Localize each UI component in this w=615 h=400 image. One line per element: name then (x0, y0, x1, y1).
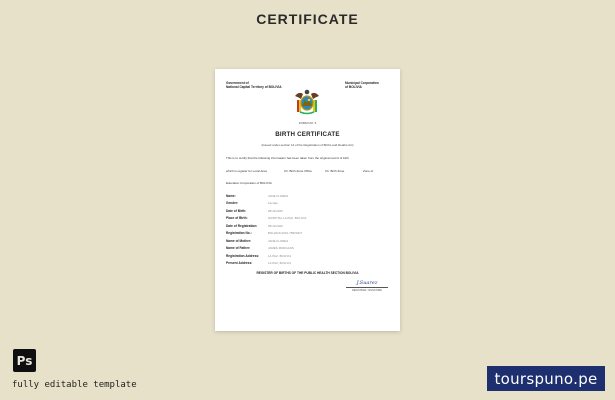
field-value: 05/11/2020 (268, 223, 283, 228)
field-row (226, 207, 391, 215)
field-value: JAMES MORGANS (268, 246, 294, 251)
form-number: FORM NO. 5 (298, 121, 317, 125)
field-value: JANE FLORES (268, 193, 289, 198)
register-option: Ch. Birth Zone (325, 169, 345, 173)
field-label: Registration No.: (226, 231, 252, 236)
header-left: Government of National Capital Territory of BOLIVIA (226, 81, 282, 89)
field-label: Name of Mother: (226, 238, 252, 243)
field-row (226, 215, 391, 223)
page-heading: CERTIFICATE (256, 11, 359, 27)
field-row (226, 245, 391, 253)
field-row (226, 222, 391, 230)
signature-caption: REGISTRAR / SIGNATURE (352, 288, 382, 292)
field-value: HOSPITAL LA PAZ, BOLIVIA (268, 216, 307, 221)
field-label: Date of Birth: (226, 208, 247, 213)
field-label: Name of Father: (226, 246, 251, 251)
register-prefix: which is register for Local Area (226, 169, 267, 173)
field-row (226, 260, 391, 268)
register-option: Zone of (363, 169, 374, 173)
header-right: Municipal Corporation of BOLIVIA (345, 81, 379, 89)
field-row (226, 230, 391, 238)
register-line (226, 169, 391, 173)
field-label: Present Address: (226, 261, 253, 266)
field-list (226, 192, 391, 267)
photoshop-icon: Ps (13, 349, 36, 372)
certificate-title: BIRTH CERTIFICATE (275, 131, 340, 138)
field-value: Female (268, 201, 278, 206)
field-value: BOL2020-0001-75800327 (268, 231, 303, 236)
signature-block (346, 280, 388, 292)
field-label: Date of Registration: (226, 223, 258, 228)
field-value: JANE FLORES (268, 238, 289, 243)
certificate-document (215, 69, 400, 331)
field-value: LA PAZ, BOLIVIA (268, 261, 292, 266)
field-value: 05/11/2020 (268, 208, 283, 213)
certify-text: This is to certify that the following information has been taken from the original record of birth (226, 156, 349, 160)
field-row (226, 200, 391, 208)
field-row (226, 192, 391, 200)
field-row (226, 237, 391, 245)
editable-caption: fully editable template (12, 380, 137, 390)
brand-badge[interactable]: tourspuno.pe (487, 366, 605, 391)
field-row (226, 252, 391, 260)
register-option: Ch. Birth Zone Office (284, 169, 312, 173)
field-label: Name: (226, 193, 236, 198)
field-value: LA PAZ, BOLIVIA (268, 253, 292, 258)
field-label: Place of Birth: (226, 216, 248, 221)
issued-under: (Issued under section 12 of the Registration of Births and Deaths Act) (261, 143, 354, 147)
field-label: Gender: (226, 201, 239, 206)
registry-line: REGISTER OF BIRTHS OF THE PUBLIC HEALTH SECTION BOLIVIA (256, 271, 359, 275)
signature: J.Suarez (356, 280, 378, 286)
field-label: Registration Address: (226, 253, 260, 258)
bolivia-coat-of-arms-icon (293, 88, 321, 116)
municipality: Education Corporation of BOLIVIA (226, 181, 272, 185)
